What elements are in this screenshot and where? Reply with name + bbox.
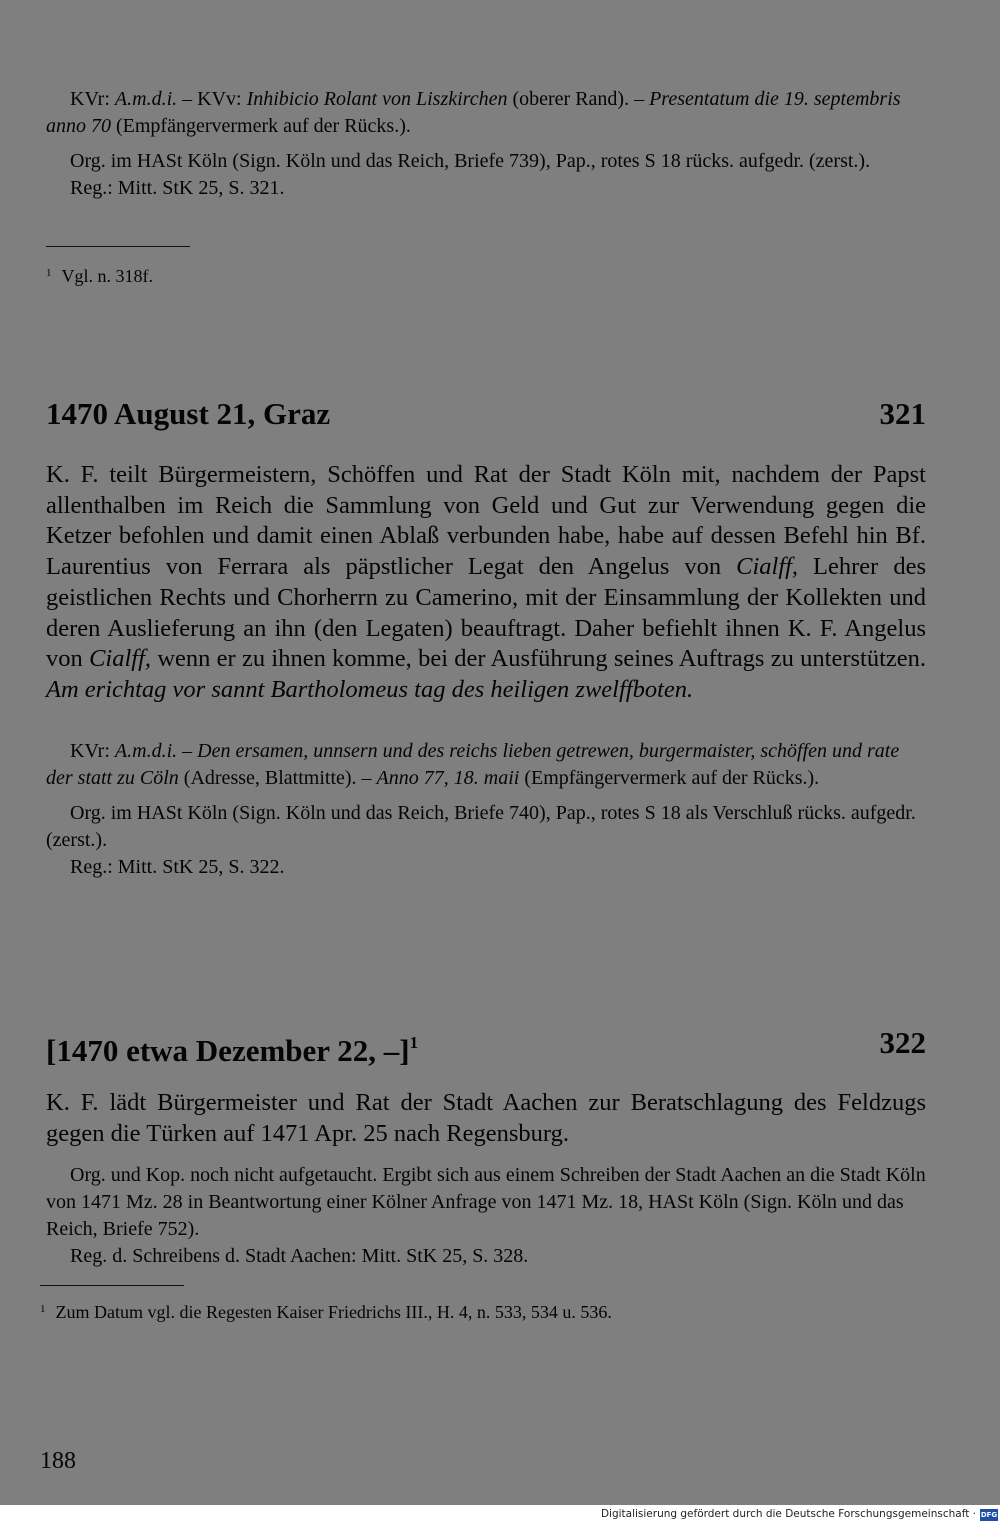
orig-note-322: Org. und Kop. noch nicht aufgetaucht. Ergibt sich aus einem Schreiben der Stadt Aachen an die Stadt Köln von 1471 Mz. 28 in Beantwortung einer Kölner Anfrage von 1471 Mz. 18, HASt Köln (Sign. Köln und das Reich, Briefe 752). — [46, 1164, 926, 1240]
summary-text: K. F. lädt Bürgermeister und Rat der Stadt Aachen zur Beratschlagung des Feldzugs gegen die Türken auf 1471 Apr. 25 nach Regensburg. — [46, 1089, 926, 1147]
kvr-note-320: KVr: A.m.d.i. – KVv: Inhibicio Rolant von Liszkirchen (oberer Rand). – Presentatum die 19. septembris anno 70 (Empfängervermerk auf der Rücks.). — [46, 88, 901, 137]
entry-summary-321 — [46, 460, 926, 706]
page-number: 188 — [40, 1448, 76, 1474]
entry-notes-321 — [46, 738, 926, 881]
footnote-divider — [40, 1285, 184, 1286]
entry-number: 321 — [879, 396, 926, 431]
entry-date: [1470 etwa Dezember 22, –] — [46, 1033, 410, 1068]
entry-heading-321 — [46, 396, 926, 432]
entry-summary-322 — [46, 1088, 926, 1149]
footnote-marker: 1 — [40, 1303, 46, 1315]
orig-note-320: Org. im HASt Köln (Sign. Köln und das Reich, Briefe 739), Pap., rotes S 18 rücks. aufgedr. (zerst.). — [70, 150, 871, 172]
funding-credit: Digitalisierung gefördert durch die Deutsche Forschungsgemeinschaft · — [600, 1508, 976, 1520]
orig-note-321: Org. im HASt Köln (Sign. Köln und das Reich, Briefe 740), Pap., rotes S 18 als Verschluß rücks. aufgedr. (zerst.). — [46, 802, 916, 851]
summary-text: K. F. teilt Bürgermeistern, Schöffen und Rat der Stadt Köln mit, nachdem der Papst allenthalben im Reich die Sammlung von Geld und Gut zur Verwendung gegen die Ketzer befohlen und damit einen Ablaß verbunden habe, habe auf dessen Befehl hin Bf. Laurentius von Ferrara als päpstlicher Legat den Angelus von Cialff, Lehrer des geistlichen Rechts und Chorherrn zu Camerino, mit der Einsammlung der Kollekten und deren Auslieferung an ihn (den Legaten) beauftragt. Daher befiehlt ihnen K. F. Angelus von Cialff, wenn er zu ihnen komme, bei der Ausführung seines Auftrags zu unterstützen. Am erichtag vor sannt Bartholomeus tag des heiligen zwelffboten. — [46, 461, 927, 703]
footnote-marker: 1 — [46, 267, 52, 279]
footnote-divider — [46, 246, 190, 247]
footnote-320 — [46, 262, 926, 287]
footnote-322 — [40, 1298, 920, 1323]
footnote-text: Zum Datum vgl. die Regesten Kaiser Friedrichs III., H. 4, n. 533, 534 u. 536. — [55, 1302, 612, 1322]
entry-notes-322 — [46, 1162, 926, 1270]
footer-bar — [0, 1505, 1000, 1525]
reg-note-320: Reg.: Mitt. StK 25, S. 321. — [70, 177, 285, 199]
dfg-logo-icon: DFG — [980, 1511, 998, 1519]
reg-note-322: Reg. d. Schreibens d. Stadt Aachen: Mitt. StK 25, S. 328. — [70, 1245, 529, 1267]
entry-number: 322 — [879, 1025, 926, 1060]
heading-footnote-marker: 1 — [409, 1033, 419, 1052]
footnote-text: Vgl. n. 318f. — [61, 266, 153, 286]
top-entry-notes — [46, 86, 926, 202]
kvr-note-321: KVr: A.m.d.i. – Den ersamen, unnsern und des reichs lieben getrewen, burgermaister, schöffen und rate der statt zu Cöln (Adresse, Blattmitte). – Anno 77, 18. maii (Empfängervermerk auf der Rücks.). — [46, 740, 900, 789]
reg-note-321: Reg.: Mitt. StK 25, S. 322. — [70, 856, 285, 878]
entry-date: 1470 August 21, Graz — [46, 396, 331, 431]
entry-heading-322 — [46, 1025, 926, 1069]
